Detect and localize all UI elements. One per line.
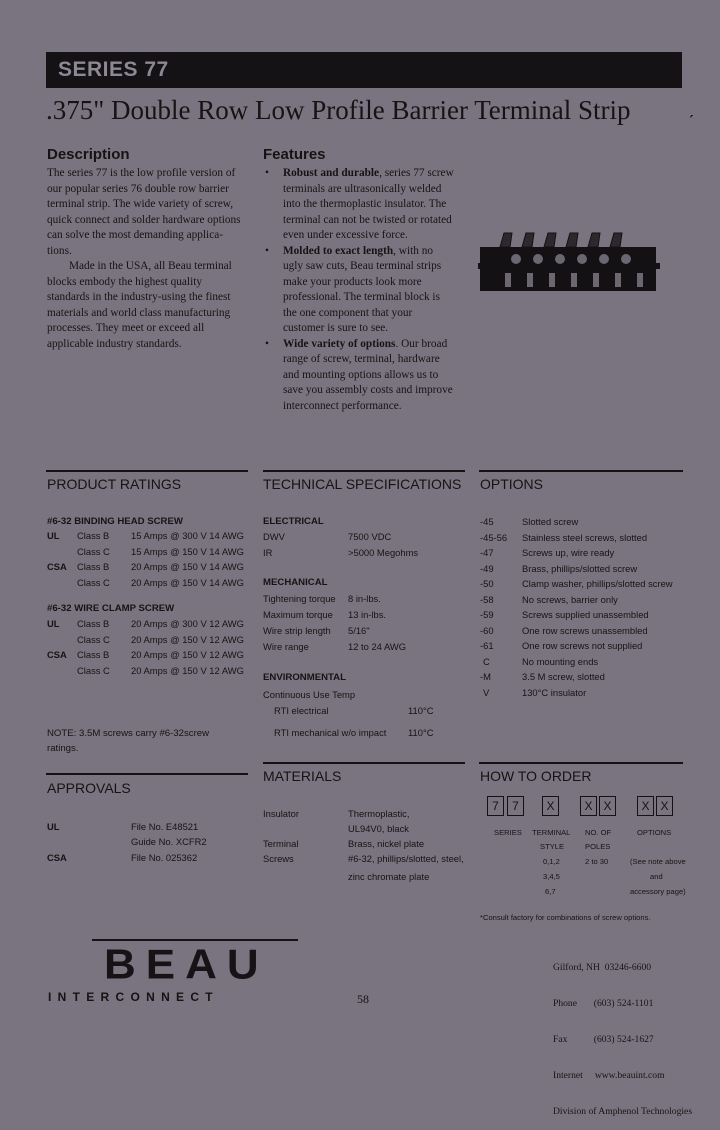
order-box: X xyxy=(599,796,616,816)
approval-text: File No. 025362 xyxy=(131,852,198,863)
rating-value: 20 Amps @ 300 V 12 AWG xyxy=(131,618,244,629)
option-code: -45 xyxy=(480,516,494,527)
bullet: • xyxy=(265,337,269,350)
rule xyxy=(479,762,683,764)
option-code: -59 xyxy=(480,609,494,620)
feature-text: terminal can not be twisted or rotated xyxy=(283,213,452,226)
note: NOTE: 3.5M screws carry #6-32screw xyxy=(47,728,210,739)
option-desc: Brass, phillips/slotted screw xyxy=(522,562,638,574)
bullet: • xyxy=(265,244,269,257)
order-box: X xyxy=(637,796,654,816)
feature-text: range of screw, terminal, hardware xyxy=(283,353,440,365)
page-number: 58 xyxy=(357,992,369,1006)
options-value: (See note above xyxy=(630,857,686,866)
agency: CSA xyxy=(47,561,67,572)
rating-class: Class B xyxy=(77,649,110,660)
description-line: materials and world class manufacturing xyxy=(47,306,231,319)
description-line: terminal strip. The wide variety of screw, xyxy=(47,198,234,210)
agency: UL xyxy=(47,618,60,629)
spec-label: RTI electrical xyxy=(274,705,329,716)
description-line: can solve the most demanding applica- xyxy=(47,229,223,241)
spec-value: 110°C xyxy=(408,705,434,716)
spec-label: RTI mechanical w/o impact xyxy=(274,727,387,738)
feature-text: even under excessive force. xyxy=(283,229,408,241)
option-code: -58 xyxy=(480,593,494,605)
spec-value: 110°C xyxy=(408,727,434,738)
option-code: -61 xyxy=(480,640,494,651)
rating-class: Class C xyxy=(77,545,110,557)
feature-text: ugly saw cuts, Beau terminal strips xyxy=(283,260,442,272)
spec-label: Tightening torque xyxy=(263,593,336,604)
how-to-order-heading: HOW TO ORDER xyxy=(480,768,592,784)
rating-class: Class C xyxy=(77,633,110,645)
rating-value: 20 Amps @ 150 V 12 AWG xyxy=(131,664,244,676)
rule xyxy=(263,470,465,472)
feature-text: professional. The terminal block is xyxy=(283,291,440,303)
poles-value: 2 to 30 xyxy=(585,857,609,866)
feature-text: and mounting options allows us to xyxy=(283,368,439,381)
feature-bold: Robust and durable xyxy=(283,167,380,179)
description-body xyxy=(47,166,252,352)
spec-label: Wire strip length xyxy=(263,625,331,636)
spec-value: 12 to 24 AWG xyxy=(348,641,407,652)
spec-label: Wire range xyxy=(263,641,309,652)
description-line: applicable industry standards. xyxy=(47,337,182,350)
col-series: SERIES xyxy=(494,828,522,837)
col-terminal: TERMINAL xyxy=(532,828,571,837)
agency: UL xyxy=(47,821,60,832)
style-value: 3,4,5 xyxy=(543,872,560,881)
rating-value: 15 Amps @ 150 V 14 AWG xyxy=(131,545,244,557)
electrical-title: ELECTRICAL xyxy=(263,516,324,527)
spec-value: 13 in-lbs. xyxy=(348,609,387,620)
env-subtitle: Continuous Use Temp xyxy=(263,689,356,700)
description-line: processes. They meet or exceed all xyxy=(47,322,205,334)
note-cont: ratings. xyxy=(47,743,79,754)
col-poles-2: POLES xyxy=(585,842,611,851)
order-box: 7 xyxy=(507,796,524,816)
agency: UL xyxy=(47,530,60,541)
contact-line: Internet www.beauint.com xyxy=(553,1070,665,1081)
description-line: quick connect and solder hardware options xyxy=(47,213,241,226)
feature-text: customer is sure to see. xyxy=(283,322,389,334)
spec-label: Maximum torque xyxy=(263,609,333,620)
feature-text: , series 77 screw xyxy=(379,167,454,179)
bullet: • xyxy=(265,167,269,179)
style-value: 6,7 xyxy=(545,887,556,896)
material-label: Insulator xyxy=(263,808,299,819)
series-label: SERIES 77 xyxy=(58,58,169,81)
rating-value: 15 Amps @ 300 V 14 AWG xyxy=(131,530,244,541)
feature-text: into the thermoplastic insulator. The xyxy=(283,198,447,210)
tech-specs-heading: TECHNICAL SPECIFICATIONS xyxy=(263,476,462,492)
option-code: -49 xyxy=(480,562,494,574)
rating-class: Class B xyxy=(77,618,110,629)
agency: CSA xyxy=(47,649,67,660)
rule xyxy=(46,470,248,472)
beau-logo: BEAU xyxy=(104,941,269,988)
rating-class: Class C xyxy=(77,576,110,588)
feature-text: , with no xyxy=(393,244,433,257)
style-value: 0,1,2 xyxy=(543,857,560,866)
rating-class: Class B xyxy=(77,530,110,541)
spec-value: >5000 Megohms xyxy=(348,547,419,558)
material-value: UL94V0, black xyxy=(348,823,409,834)
contact-line: Fax (603) 524-1627 xyxy=(553,1034,654,1045)
option-code: -50 xyxy=(480,578,494,589)
feature-text: . Our broad xyxy=(395,337,448,350)
material-label: Terminal xyxy=(263,838,299,849)
options-heading: OPTIONS xyxy=(480,476,544,492)
option-desc: One row screws not supplied xyxy=(522,640,643,651)
description-line: our popular series 76 double row barrier xyxy=(47,182,229,195)
rating-value: 20 Amps @ 150 V 14 AWG xyxy=(131,576,244,588)
environmental-title: ENVIRONMENTAL xyxy=(263,672,346,683)
option-code: -47 xyxy=(480,547,494,558)
materials-heading: MATERIALS xyxy=(263,768,342,784)
rating-value: 20 Amps @ 150 V 12 AWG xyxy=(131,633,244,645)
spec-label: IR xyxy=(263,547,273,558)
feature-bold: Wide variety of options xyxy=(283,337,396,350)
product-ratings-heading: PRODUCT RATINGS xyxy=(47,476,182,492)
features-heading: Features xyxy=(263,146,326,163)
feature-text: interconnect performance. xyxy=(283,399,402,412)
feature-text: terminals are ultrasonically welded xyxy=(283,182,442,195)
col-poles: NO. OF xyxy=(585,828,612,837)
feature-text: make your products look more xyxy=(283,275,422,288)
rating-group-title: #6-32 WIRE CLAMP SCREW xyxy=(47,603,175,614)
rating-class: Class B xyxy=(77,561,110,572)
spec-value: 8 in-lbs. xyxy=(348,593,381,604)
option-desc: Slotted screw xyxy=(522,516,579,527)
order-box: X xyxy=(580,796,597,816)
spec-value: 7500 VDC xyxy=(348,531,392,542)
material-value: zinc chromate plate xyxy=(348,871,430,882)
approval-text: File No. E48521 xyxy=(131,821,199,832)
rating-value: 20 Amps @ 150 V 12 AWG xyxy=(131,649,244,660)
order-box: 7 xyxy=(487,796,504,816)
order-footnote: *Consult factory for combinations of screw options. xyxy=(480,913,651,922)
page-title: .375" Double Row Low Profile Barrier Terminal Strip xyxy=(46,95,631,125)
contact-line: Division of Amphenol Technologies xyxy=(553,1106,693,1117)
option-code: C xyxy=(483,655,490,667)
option-code: -M xyxy=(480,671,491,682)
rule xyxy=(263,762,465,764)
option-code: -45-56 xyxy=(480,531,508,543)
contact-line: Gilford, NH 03246-6600 xyxy=(553,962,652,973)
features-list xyxy=(263,166,473,414)
options-value: accessory page) xyxy=(630,887,686,896)
option-desc: Screws supplied unassembled xyxy=(522,609,649,620)
col-terminal-2: STYLE xyxy=(540,842,565,851)
option-desc: No mounting ends xyxy=(522,655,599,667)
material-value: #6-32, phillips/slotted, steel, xyxy=(348,853,464,864)
feature-bold: Molded to exact length xyxy=(283,244,394,257)
spec-value: 5/16" xyxy=(348,625,370,636)
approvals-heading: APPROVALS xyxy=(47,780,131,796)
spec-label: DWV xyxy=(263,531,285,542)
order-box: X xyxy=(656,796,673,816)
material-label: Screws xyxy=(263,853,294,864)
rating-group-title: #6-32 BINDING HEAD SCREW xyxy=(47,516,183,527)
contact-line: Phone (603) 524-1101 xyxy=(553,998,654,1009)
description-line: tions. xyxy=(47,244,72,257)
approval-text: Guide No. XCFR2 xyxy=(131,836,207,847)
rule xyxy=(479,470,683,472)
material-value: Thermoplastic, xyxy=(348,808,410,819)
option-code: -60 xyxy=(480,624,494,636)
material-value: Brass, nickel plate xyxy=(348,838,425,849)
description-line: blocks embody the highest quality xyxy=(47,275,202,288)
option-desc: 130°C insulator xyxy=(522,686,587,698)
col-options: OPTIONS xyxy=(637,828,672,837)
agency: CSA xyxy=(47,852,67,863)
contact-block xyxy=(553,938,692,1130)
order-box: X xyxy=(542,796,559,816)
option-desc: No screws, barrier only xyxy=(522,593,618,605)
description-line: The series 77 is the low profile version of xyxy=(47,167,236,179)
rating-value: 20 Amps @ 150 V 14 AWG xyxy=(131,561,244,572)
feature-text: save you assembly costs and improve xyxy=(283,384,453,396)
option-code: V xyxy=(483,686,490,698)
description-line: Made in the USA, all Beau terminal xyxy=(69,260,232,272)
description-line: standards in the industry-using the finest xyxy=(47,291,231,303)
terminal-strip-image xyxy=(478,225,660,305)
option-desc: One row screws unassembled xyxy=(522,624,648,636)
option-desc: Stainless steel screws, slotted xyxy=(522,531,648,543)
options-value: and xyxy=(650,872,663,881)
title-mark: ˏ xyxy=(688,98,694,118)
rule xyxy=(46,773,248,775)
series-band xyxy=(46,52,682,88)
mechanical-title: MECHANICAL xyxy=(263,577,328,588)
rating-class: Class C xyxy=(77,664,110,676)
interconnect-logo: INTERCONNECT xyxy=(48,990,219,1004)
option-desc: Clamp washer, phillips/slotted screw xyxy=(522,578,673,589)
feature-text: the one component that your xyxy=(283,306,413,319)
option-desc: Screws up, wire ready xyxy=(522,547,615,558)
option-desc: 3.5 M screw, slotted xyxy=(522,671,605,682)
description-heading: Description xyxy=(47,146,130,163)
